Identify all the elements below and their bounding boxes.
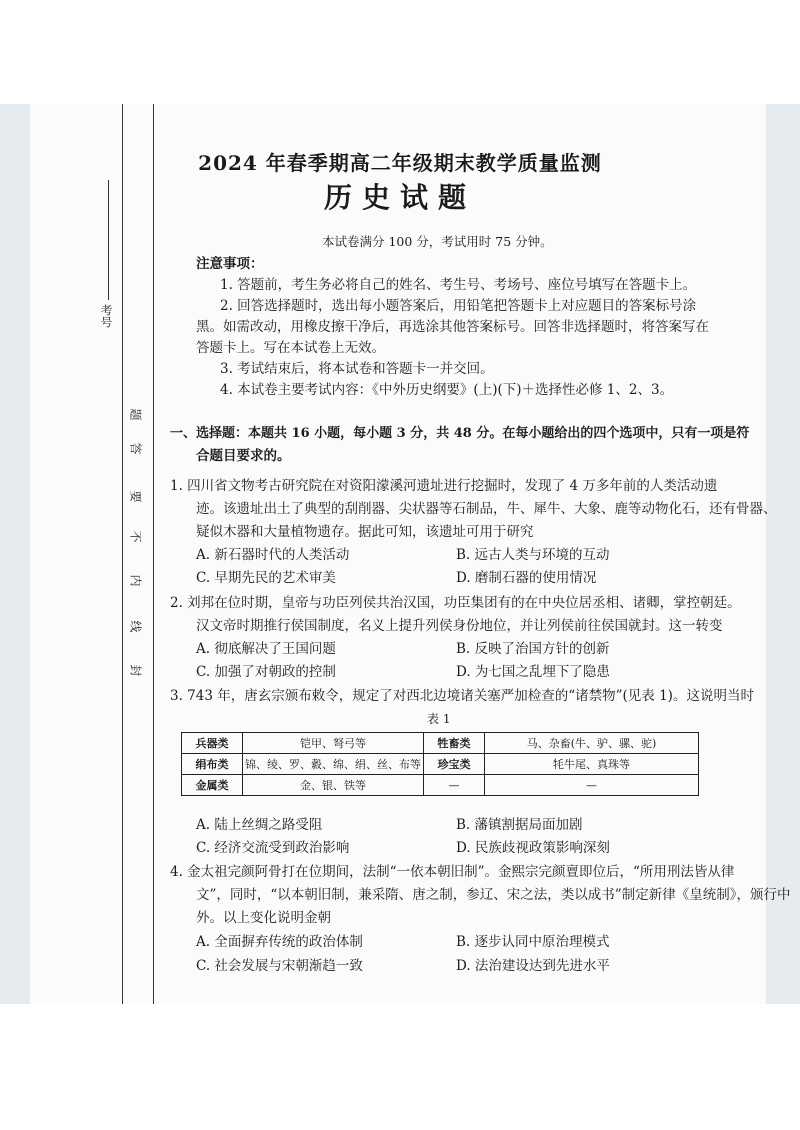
table-cell: 绢布类: [182, 754, 243, 775]
notes-line: 4. 本试卷主要考试内容：《中外历史纲要》(上)(下)＋选择性必修 1、2、3。: [220, 382, 674, 398]
question-3-option-c: C. 经济交流受到政治影响: [196, 840, 350, 856]
question-4-option-c: C. 社会发展与宋朝渐趋一致: [196, 958, 363, 974]
question-1-stem: 迹。该遗址出土了典型的刮削器、尖状器等石制品，牛、犀牛、大象、鹿等动物化石，还有骨器、: [196, 501, 777, 517]
question-1-option-a: A. 新石器时代的人类活动: [196, 547, 350, 563]
prohibited-goods-table: [181, 732, 699, 796]
notes-line: 3. 考试结束后，将本试卷和答题卡一并交回。: [220, 361, 494, 377]
notes-line: 1. 答题前，考生务必将自己的姓名、考生号、考场号、座位号填写在答题卡上。: [220, 277, 697, 293]
table-cell: 珍宝类: [424, 754, 485, 775]
question-2-option-a: A. 彻底解决了王国问题: [196, 641, 336, 657]
seal-char: 不: [128, 530, 143, 543]
question-4-option-b: B. 逐步认同中原治理模式: [456, 934, 610, 950]
notes-line: 黑。如需改动，用橡皮擦干净后，再选涂其他答案标号。回答非选择题时，将答案写在: [196, 319, 709, 335]
exam-info: 本试卷满分 100 分，考试用时 75 分钟。: [322, 234, 553, 249]
question-4-stem: 文”，同时，“以本朝旧制，兼采隋、唐之制，参辽、宋之法，类以成书”制定新律《皇统制》，颁行中: [196, 887, 791, 903]
question-2-stem: 汉文帝时期推行侯国制度，名义上提升列侯身份地位，并让列侯前往侯国就封。这一转变: [196, 618, 723, 634]
table-cell: —: [485, 775, 699, 796]
seal-char: 封: [128, 664, 143, 677]
seal-char: 内: [128, 574, 143, 587]
section-heading-cont: 合题目要求的。: [196, 448, 291, 464]
exam-title: 2024 年春季期高二年级期末教学质量监测: [198, 151, 602, 175]
notes-line: 2. 回答选择题时，选出每小题答案后，用铅笔把答题卡上对应题目的答案标号涂: [220, 298, 697, 314]
binding-line-outer: [122, 104, 123, 1004]
scan-border-left: [0, 104, 30, 1004]
question-1-stem: 疑似木器和大量植物遗存。据此可知，该遗址可用于研究: [196, 524, 534, 540]
question-3-option-a: A. 陆上丝绸之路受阻: [196, 817, 323, 833]
section-heading: 一、选择题：本题共 16 小题，每小题 3 分，共 48 分。在每小题给出的四个选项中，只有一项是符: [170, 426, 750, 441]
exam-number-label: 考号: [99, 304, 113, 328]
table-cell: —: [424, 775, 485, 796]
question-2-option-d: D. 为七国之乱埋下了隐患: [456, 664, 610, 680]
question-3-option-d: D. 民族歧视政策影响深刻: [456, 840, 610, 856]
table-cell: 牦牛尾、真珠等: [485, 754, 699, 775]
binding-line-inner: [153, 104, 154, 1004]
table-cell: 铠甲、弩弓等: [243, 733, 424, 754]
table-cell: 兵器类: [182, 733, 243, 754]
question-4-option-a: A. 全面摒弃传统的政治体制: [196, 934, 363, 950]
table-cell: 马、杂畜(牛、驴、骡、驼): [485, 733, 699, 754]
question-2-option-b: B. 反映了治国方针的创新: [456, 641, 610, 657]
scan-border-right: [766, 104, 800, 1004]
table-row: [182, 754, 699, 775]
question-4-stem: 4. 金太祖完颜阿骨打在位期间，法制“一依本朝旧制”。金熙宗完颜亶即位后，“所用刑法皆从律: [170, 864, 735, 880]
question-2-stem: 2. 刘邦在位时期，皇帝与功臣列侯共治汉国，功臣集团有的在中央位居丞相、诸卿，掌控朝廷。: [170, 595, 741, 611]
seal-char: 答: [128, 442, 143, 455]
table-cell: 牲畜类: [424, 733, 485, 754]
seal-char: 要: [128, 490, 143, 503]
question-4-stem: 外。以上变化说明金朝: [196, 910, 331, 926]
table-caption: 表 1: [427, 712, 451, 726]
question-1-option-b: B. 远古人类与环境的互动: [456, 547, 610, 563]
question-3-option-b: B. 藩镇割据局面加剧: [456, 817, 583, 833]
notes-line: 答题卡上。写在本试卷上无效。: [196, 340, 385, 356]
subject-title: 历史试题: [323, 181, 476, 214]
table-cell: 锦、绫、罗、縠、绵、绢、丝、布等: [243, 754, 424, 775]
notes-heading: 注意事项：: [196, 256, 264, 272]
seal-char: 题: [128, 408, 143, 421]
question-1-option-c: C. 早期先民的艺术审美: [196, 570, 336, 586]
question-1-stem: 1. 四川省文物考古研究院在对资阳濛溪河遗址进行挖掘时，发现了 4 万多年前的人类活动遗: [170, 478, 718, 494]
table-cell: 金、银、铁等: [243, 775, 424, 796]
table-row: [182, 775, 699, 796]
question-3-stem: 3. 743 年，唐玄宗颁布敕令，规定了对西北边境诸关塞严加检查的“诸禁物”(见表 1)。这说明当时: [170, 688, 754, 704]
table-cell: 金属类: [182, 775, 243, 796]
question-1-option-d: D. 磨制石器的使用情况: [456, 570, 597, 586]
seal-char: 线: [128, 620, 143, 633]
table-row: [182, 733, 699, 754]
question-2-option-c: C. 加强了对朝政的控制: [196, 664, 336, 680]
question-4-option-d: D. 法治建设达到先进水平: [456, 958, 610, 974]
